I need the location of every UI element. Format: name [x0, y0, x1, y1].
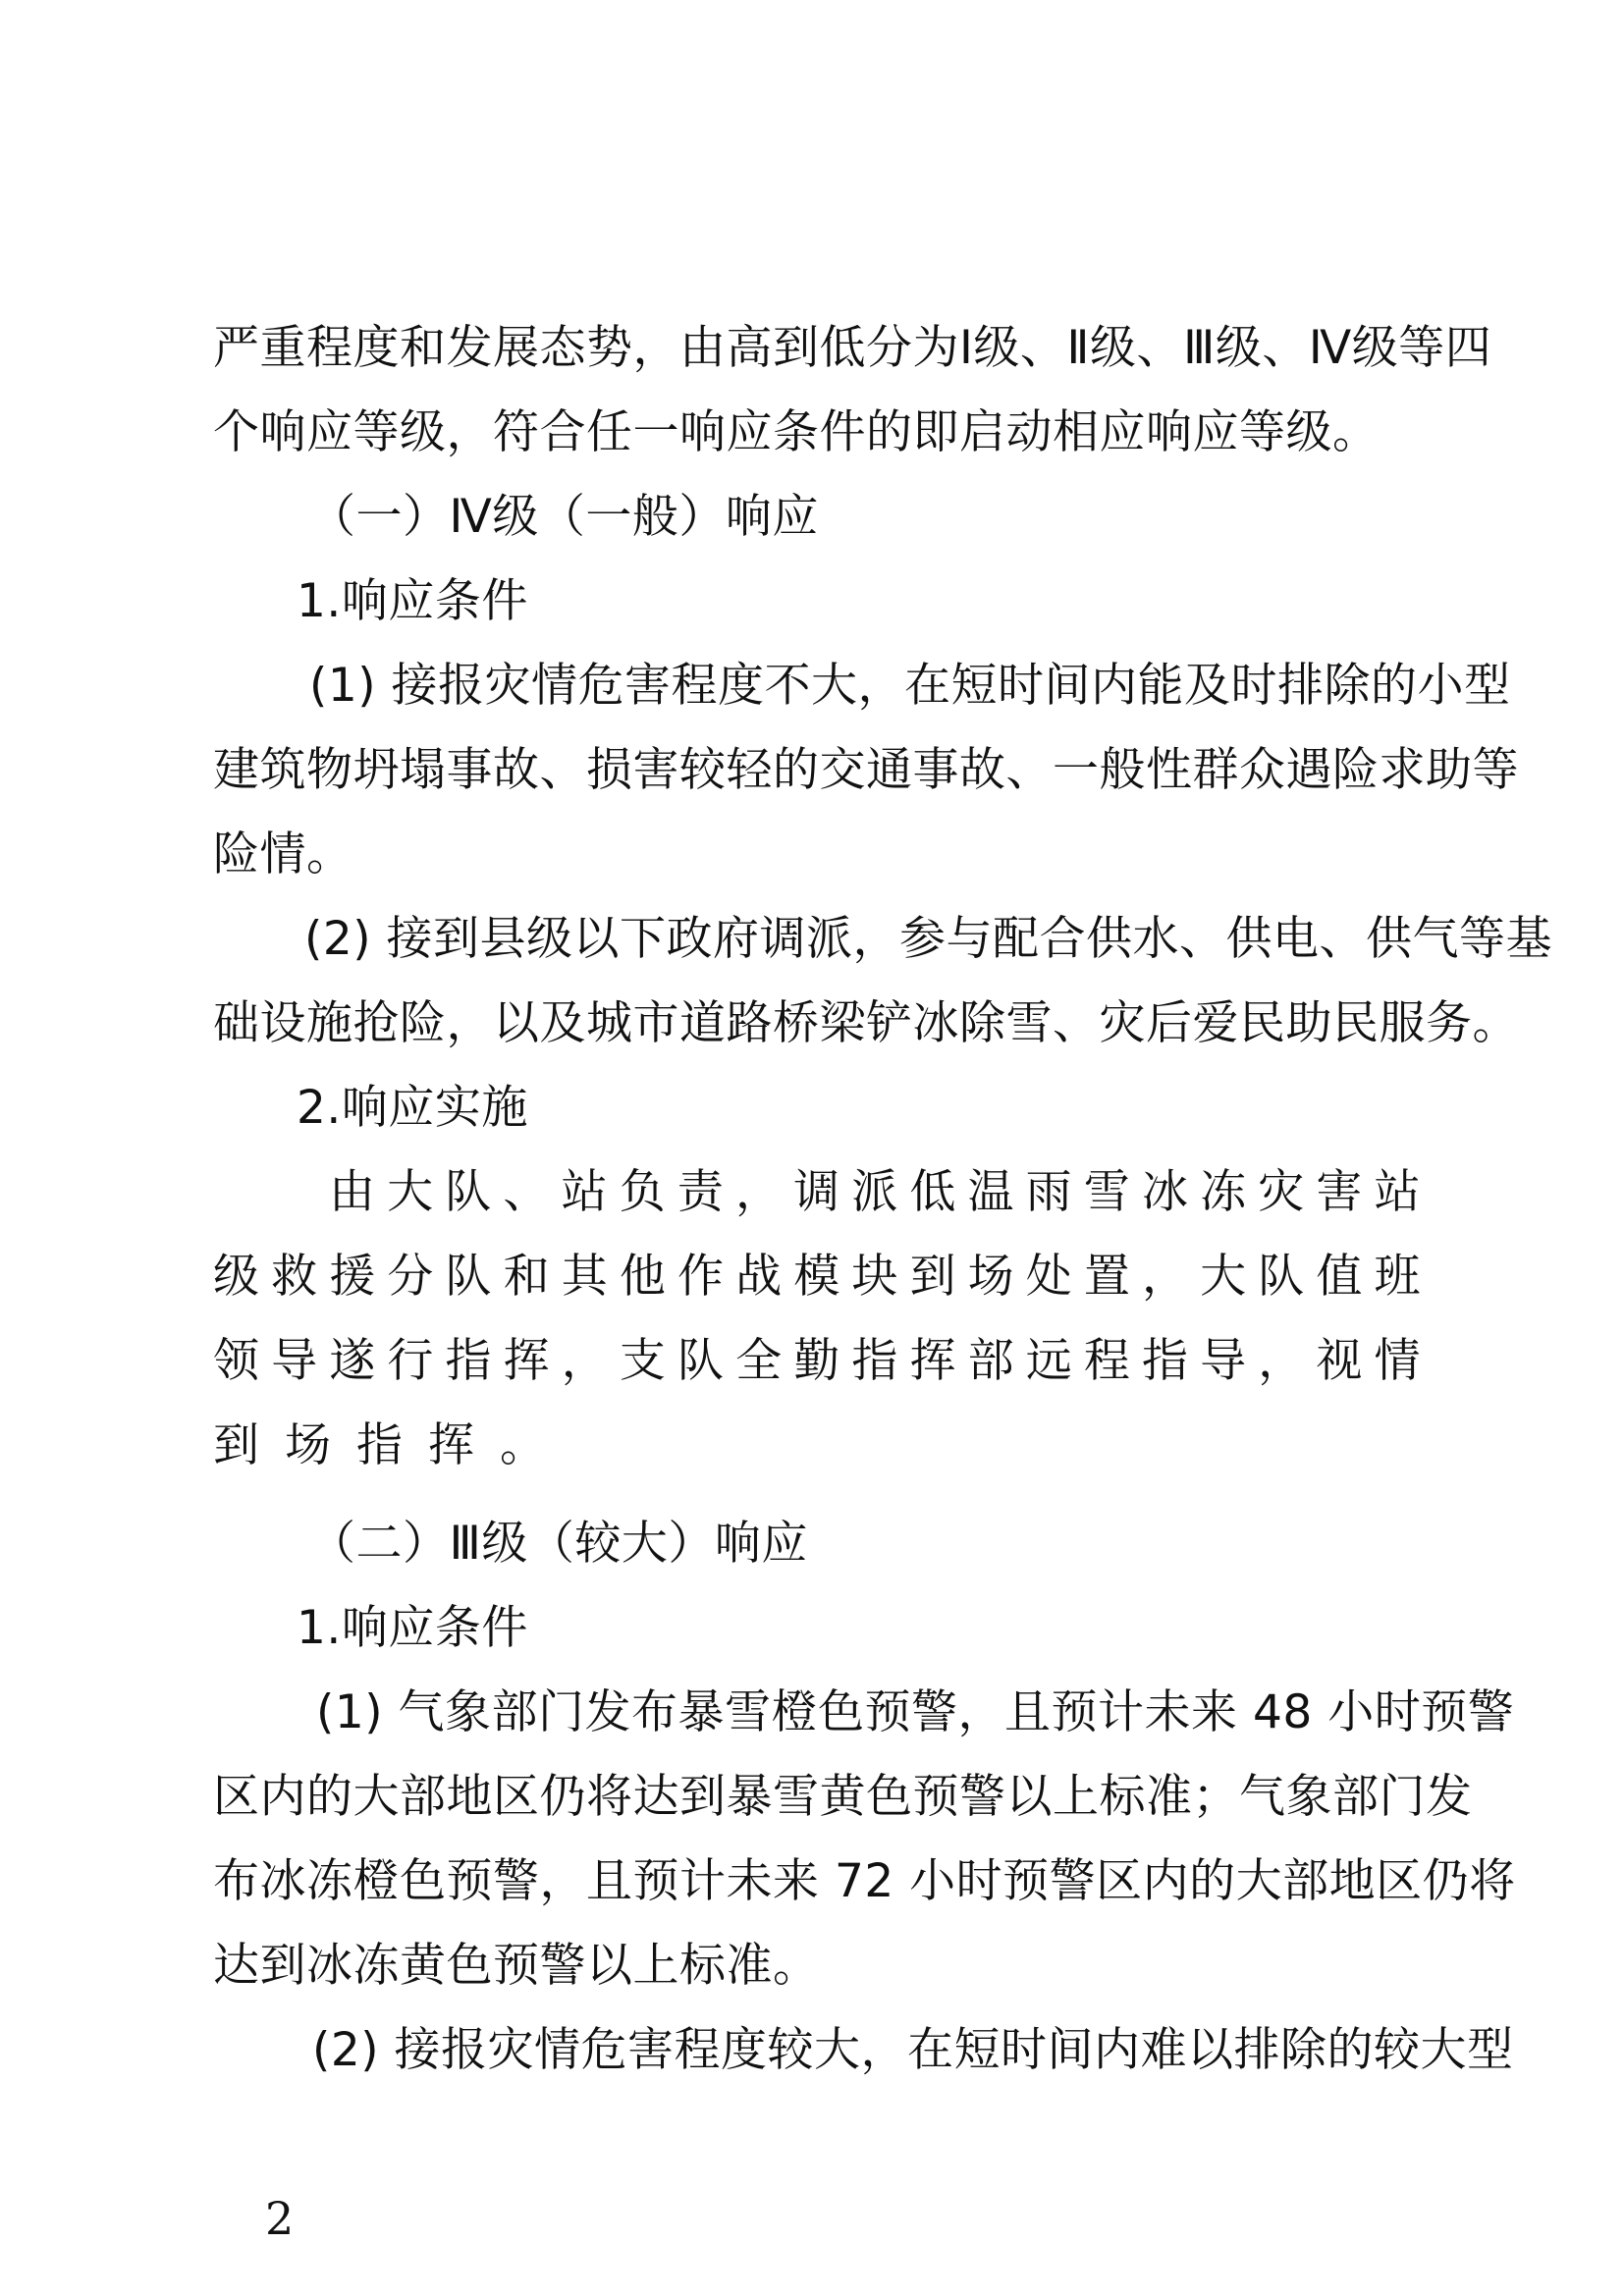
section-heading: （二）Ⅲ级（较大）响应: [309, 1517, 808, 1571]
body-text-line: (1) 气象部门发布暴雪橙色预警，且预计未来 48 小时预警: [316, 1685, 1515, 1739]
body-text-line: 达到冰冻黄色预警以上标准。: [213, 1939, 820, 1993]
body-text-line: (1) 接报灾情危害程度不大，在短时间内能及时排除的小型: [309, 659, 1511, 713]
subsection-heading: 1.响应条件: [297, 574, 528, 628]
section-heading: （一）Ⅳ级（一般）响应: [309, 490, 819, 544]
body-text-line: 区内的大部地区仍将达到暴雪黄色预警以上标准；气象部门发: [213, 1770, 1473, 1824]
body-text-line: 级救援分队和其他作战模块到场处置，大队值班: [213, 1250, 1421, 1304]
body-text-line: 险情。: [213, 828, 353, 881]
subsection-heading: 1.响应条件: [297, 1601, 528, 1655]
page-number: 2: [265, 2192, 295, 2245]
body-text-line: 由大队、站负责，调派低温雨雪冰冻灾害站: [329, 1165, 1421, 1219]
body-text-line: 础设施抢险，以及城市道路桥梁铲冰除雪、灾后爱民助民服务。: [213, 996, 1519, 1050]
body-text-line: 到场指挥。: [213, 1418, 571, 1472]
body-text-line: 布冰冻橙色预警，且预计未来 72 小时预警区内的大部地区仍将: [213, 1854, 1516, 1908]
body-text-line: 严重程度和发展态势，由高到低分为Ⅰ级、Ⅱ级、Ⅲ级、Ⅳ级等四: [213, 321, 1492, 375]
body-text-line: 个响应等级，符合任一响应条件的即启动相应响应等级。: [213, 405, 1380, 459]
subsection-heading: 2.响应实施: [297, 1081, 528, 1135]
body-text-line: 领导遂行指挥，支队全勤指挥部远程指导，视情: [213, 1334, 1421, 1388]
body-text-line: (2) 接到县级以下政府调派，参与配合供水、供电、供气等基: [304, 912, 1553, 966]
body-text-line: (2) 接报灾情危害程度较大，在短时间内难以排除的较大型: [312, 2023, 1514, 2077]
body-text-line: 建筑物坍塌事故、损害较轻的交通事故、一般性群众遇险求助等: [213, 743, 1519, 797]
